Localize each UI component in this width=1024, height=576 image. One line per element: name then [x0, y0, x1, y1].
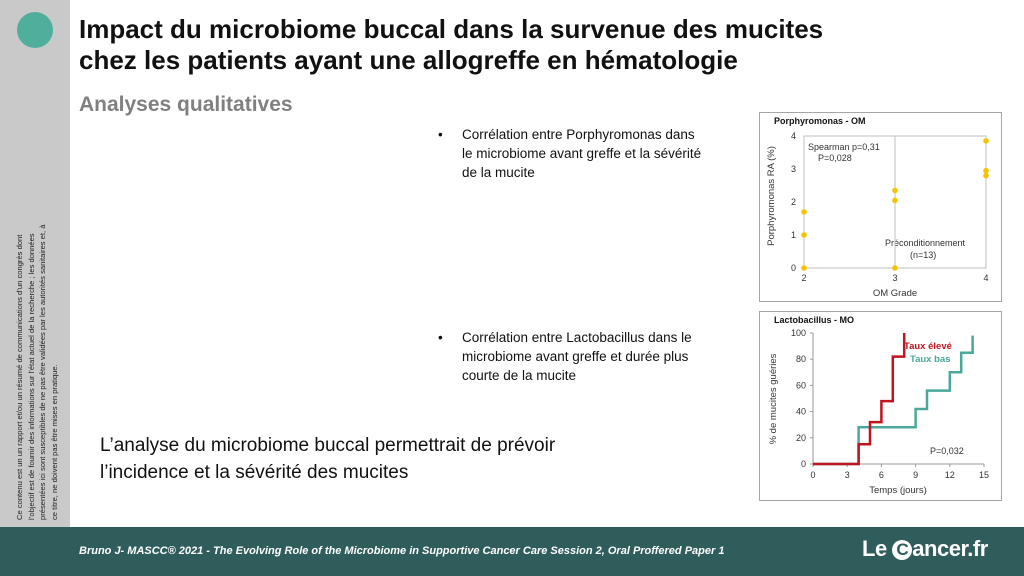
scatter-plot [760, 113, 1001, 301]
bullet-line: Corrélation entre Porphyromonas dans [462, 127, 695, 142]
footer-citation: Bruno J- MASCC® 2021 - The Evolving Role of the Microbiome in Supportive Cancer Care Session 2, Oral Proffered Paper 1 [79, 545, 725, 557]
annotation-line: Préconditionnement [885, 238, 966, 248]
footer [0, 527, 1024, 576]
data-point [983, 173, 989, 179]
bullet-line: courte de la mucite [462, 368, 577, 383]
legend-taux-eleve: Taux élevé [904, 341, 952, 352]
data-point [892, 188, 898, 194]
data-point [801, 232, 807, 238]
disclaimer-line: l’objectif est de fournir des informations sur l’état actuel de la recherche ; les données [26, 233, 36, 520]
page-title [79, 14, 1009, 76]
y-tick-label: 0 [800, 459, 806, 469]
bullet-line: le microbiome avant greffe et la sévérité [462, 146, 702, 161]
legend-taux-bas: Taux bas [910, 354, 951, 365]
data-point [892, 198, 898, 204]
brand-c-icon: C [892, 540, 912, 560]
conclusion-line: l’incidence et la sévérité des mucites [100, 462, 409, 483]
y-tick-label: 3 [790, 164, 796, 174]
series-line-taux-eleve [813, 333, 904, 464]
conclusion-line: L’analyse du microbiome buccal permettrait de prévoir [100, 435, 556, 456]
chart-title: Porphyromonas - OM [774, 116, 866, 126]
chart-lactobacillus [759, 311, 1002, 501]
brand-prefix: Le [862, 536, 893, 561]
x-tick-label: 9 [913, 470, 919, 480]
conclusion [100, 432, 660, 486]
bullet-lactobacillus [438, 328, 692, 385]
bullet-icon: • [438, 330, 443, 345]
annotation-line: (n=13) [910, 250, 937, 260]
bullet-porphyromonas [438, 125, 702, 182]
data-point [983, 168, 989, 174]
x-tick-label: 6 [878, 470, 884, 480]
y-tick-label: 4 [790, 131, 796, 141]
annotation-line: Spearman p=0,31 [808, 142, 880, 152]
x-tick-label: 2 [801, 273, 807, 283]
data-point [983, 138, 989, 144]
y-tick-label: 40 [795, 406, 806, 417]
bullet-line: microbiome avant greffe et durée plus [462, 349, 689, 364]
y-tick-label: 100 [790, 328, 806, 338]
title-line: Impact du microbiome buccal dans la survenue des mucites [79, 14, 824, 44]
title-line: chez les patients ayant une allogreffe en hématologie [79, 45, 738, 75]
sidebar [0, 0, 70, 527]
y-tick-label: 60 [795, 380, 806, 391]
x-tick-label: 4 [983, 273, 989, 283]
x-tick-label: 12 [944, 470, 955, 480]
y-tick-label: 0 [790, 263, 796, 273]
chart-porphyromonas [759, 112, 1002, 302]
y-tick-label: 2 [790, 197, 796, 207]
step-chart [760, 312, 1001, 500]
brand-logo [862, 536, 988, 562]
x-tick-label: 15 [978, 470, 990, 480]
chart-title: Lactobacillus - MO [774, 315, 855, 325]
disclaimer-line: présentées ici sont susceptibles de ne pas être validées par les autorités sanitaires et, à [38, 224, 47, 520]
p-value: P=0,032 [930, 446, 964, 456]
page-subtitle: Analyses qualitatives [79, 93, 293, 116]
x-axis-label: Temps (jours) [869, 485, 927, 496]
y-tick-label: 20 [795, 432, 806, 443]
disclaimer [14, 20, 60, 520]
y-axis-label: % de mucites guéries [768, 353, 779, 445]
bullet-line: de la mucite [462, 165, 535, 180]
y-axis-label: Porphyromonas RA (%) [766, 146, 777, 246]
annotation-line: P=0,028 [818, 153, 852, 163]
data-point [801, 265, 807, 271]
disclaimer-line: Ce contenu est un un rapport et/ou un résumé de communications d’un congrès dont [15, 234, 24, 520]
y-tick-label: 1 [790, 230, 796, 240]
data-point [801, 209, 807, 215]
x-tick-label: 3 [844, 470, 850, 480]
disclaimer-line: ce titre, ne doivent pas être mises en pratique. [49, 364, 59, 520]
x-axis-label: OM Grade [872, 288, 918, 299]
x-tick-label: 0 [810, 470, 816, 480]
data-point [892, 265, 898, 271]
brand-suffix: ancer.fr [912, 536, 988, 561]
bullet-icon: • [438, 127, 443, 142]
x-tick-label: 3 [892, 273, 898, 283]
y-tick-label: 80 [795, 354, 806, 365]
bullet-line: Corrélation entre Lactobacillus dans le [462, 330, 692, 345]
